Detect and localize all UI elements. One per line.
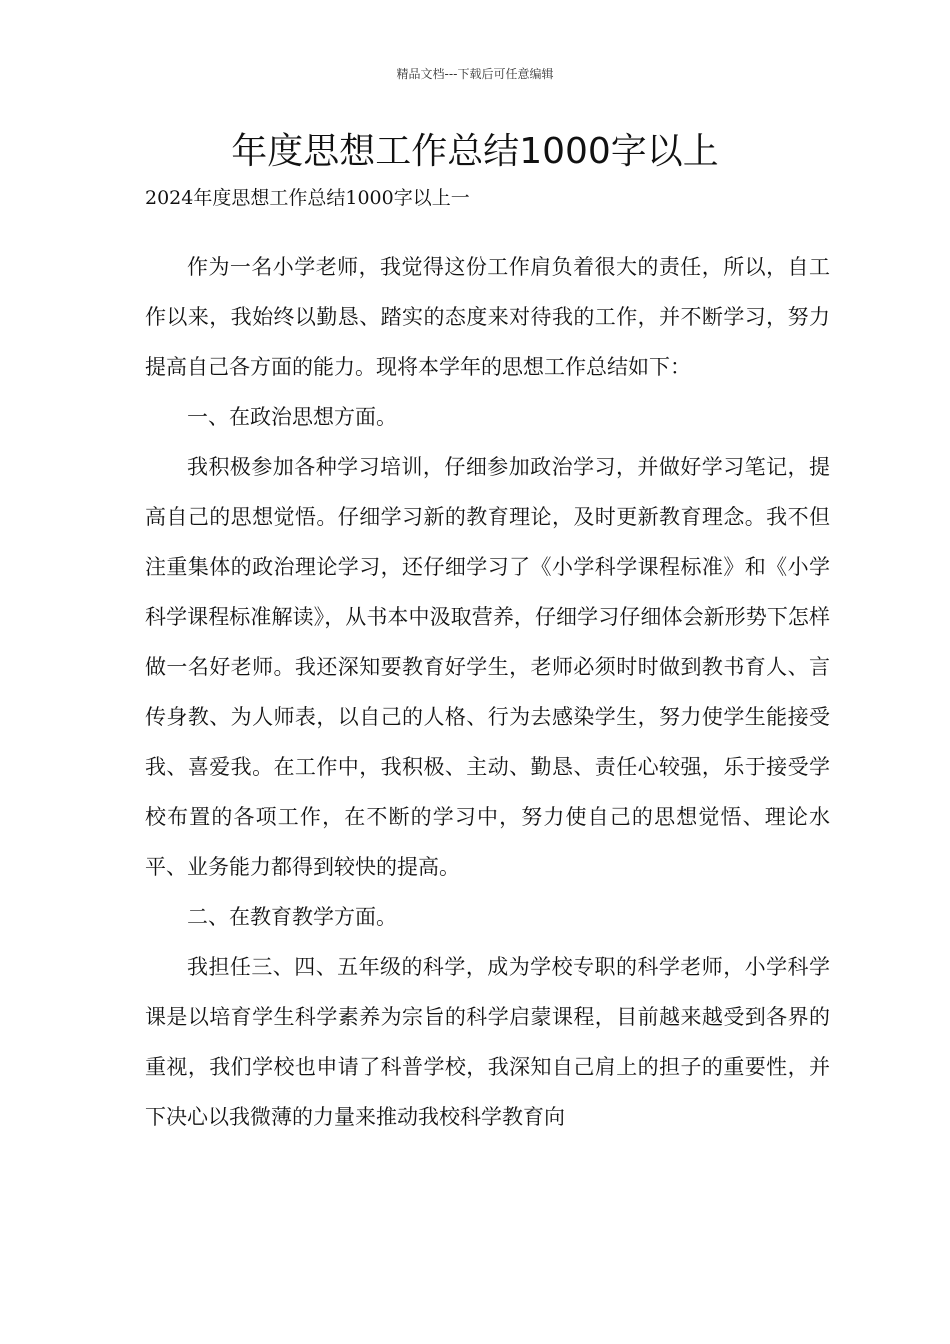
section-heading-teaching: 二、在教育教学方面。 (187, 905, 397, 929)
document-title: 年度思想工作总结1000字以上 (231, 131, 719, 172)
document-body (145, 176, 830, 1142)
paragraph-teaching: 我担任三、四、五年级的科学，成为学校专职的科学老师，小学科学课是以培育学生科学素养为宗旨的科学启蒙课程，目前越来越受到各界的重视，我们学校也申请了科普学校，我深知自己肩上的担子的重要性，并下决心以我微薄的力量来推动我校科学教育向 (145, 955, 830, 1129)
paragraph-political: 我积极参加各种学习培训，仔细参加政治学习，并做好学习笔记，提高自己的思想觉悟。仔细学习新的教育理论，及时更新教育理念。我不但注重集体的政治理论学习，还仔细学习了《小学科学课程标准》和《小学科学课程标准解读》，从书本中汲取营养，仔细学习仔细体会新形势下怎样做一名好老师。我还深知要教育好学生，老师必须时时做到教书育人、言传身教、为人师表，以自己的人格、行为去感染学生，努力使学生能接受我、喜爱我。在工作中，我积极、主动、勤恳、责任心较强，乐于接受学校布置的各项工作，在不断的学习中，努力使自己的思想觉悟、理论水平、业务能力都得到较快的提高。 (145, 455, 830, 879)
paragraph-intro: 作为一名小学老师，我觉得这份工作肩负着很大的责任，所以，自工作以来，我始终以勤恳、踏实的态度来对待我的工作，并不断学习，努力提高自己各方面的能力。现将本学年的思想工作总结如下： (145, 255, 830, 379)
section-heading-political: 一、在政治思想方面。 (187, 405, 397, 429)
document-subtitle: 2024年度思想工作总结1000字以上一 (145, 187, 470, 209)
header-note: 精品文档---下载后可任意编辑 (396, 67, 554, 81)
